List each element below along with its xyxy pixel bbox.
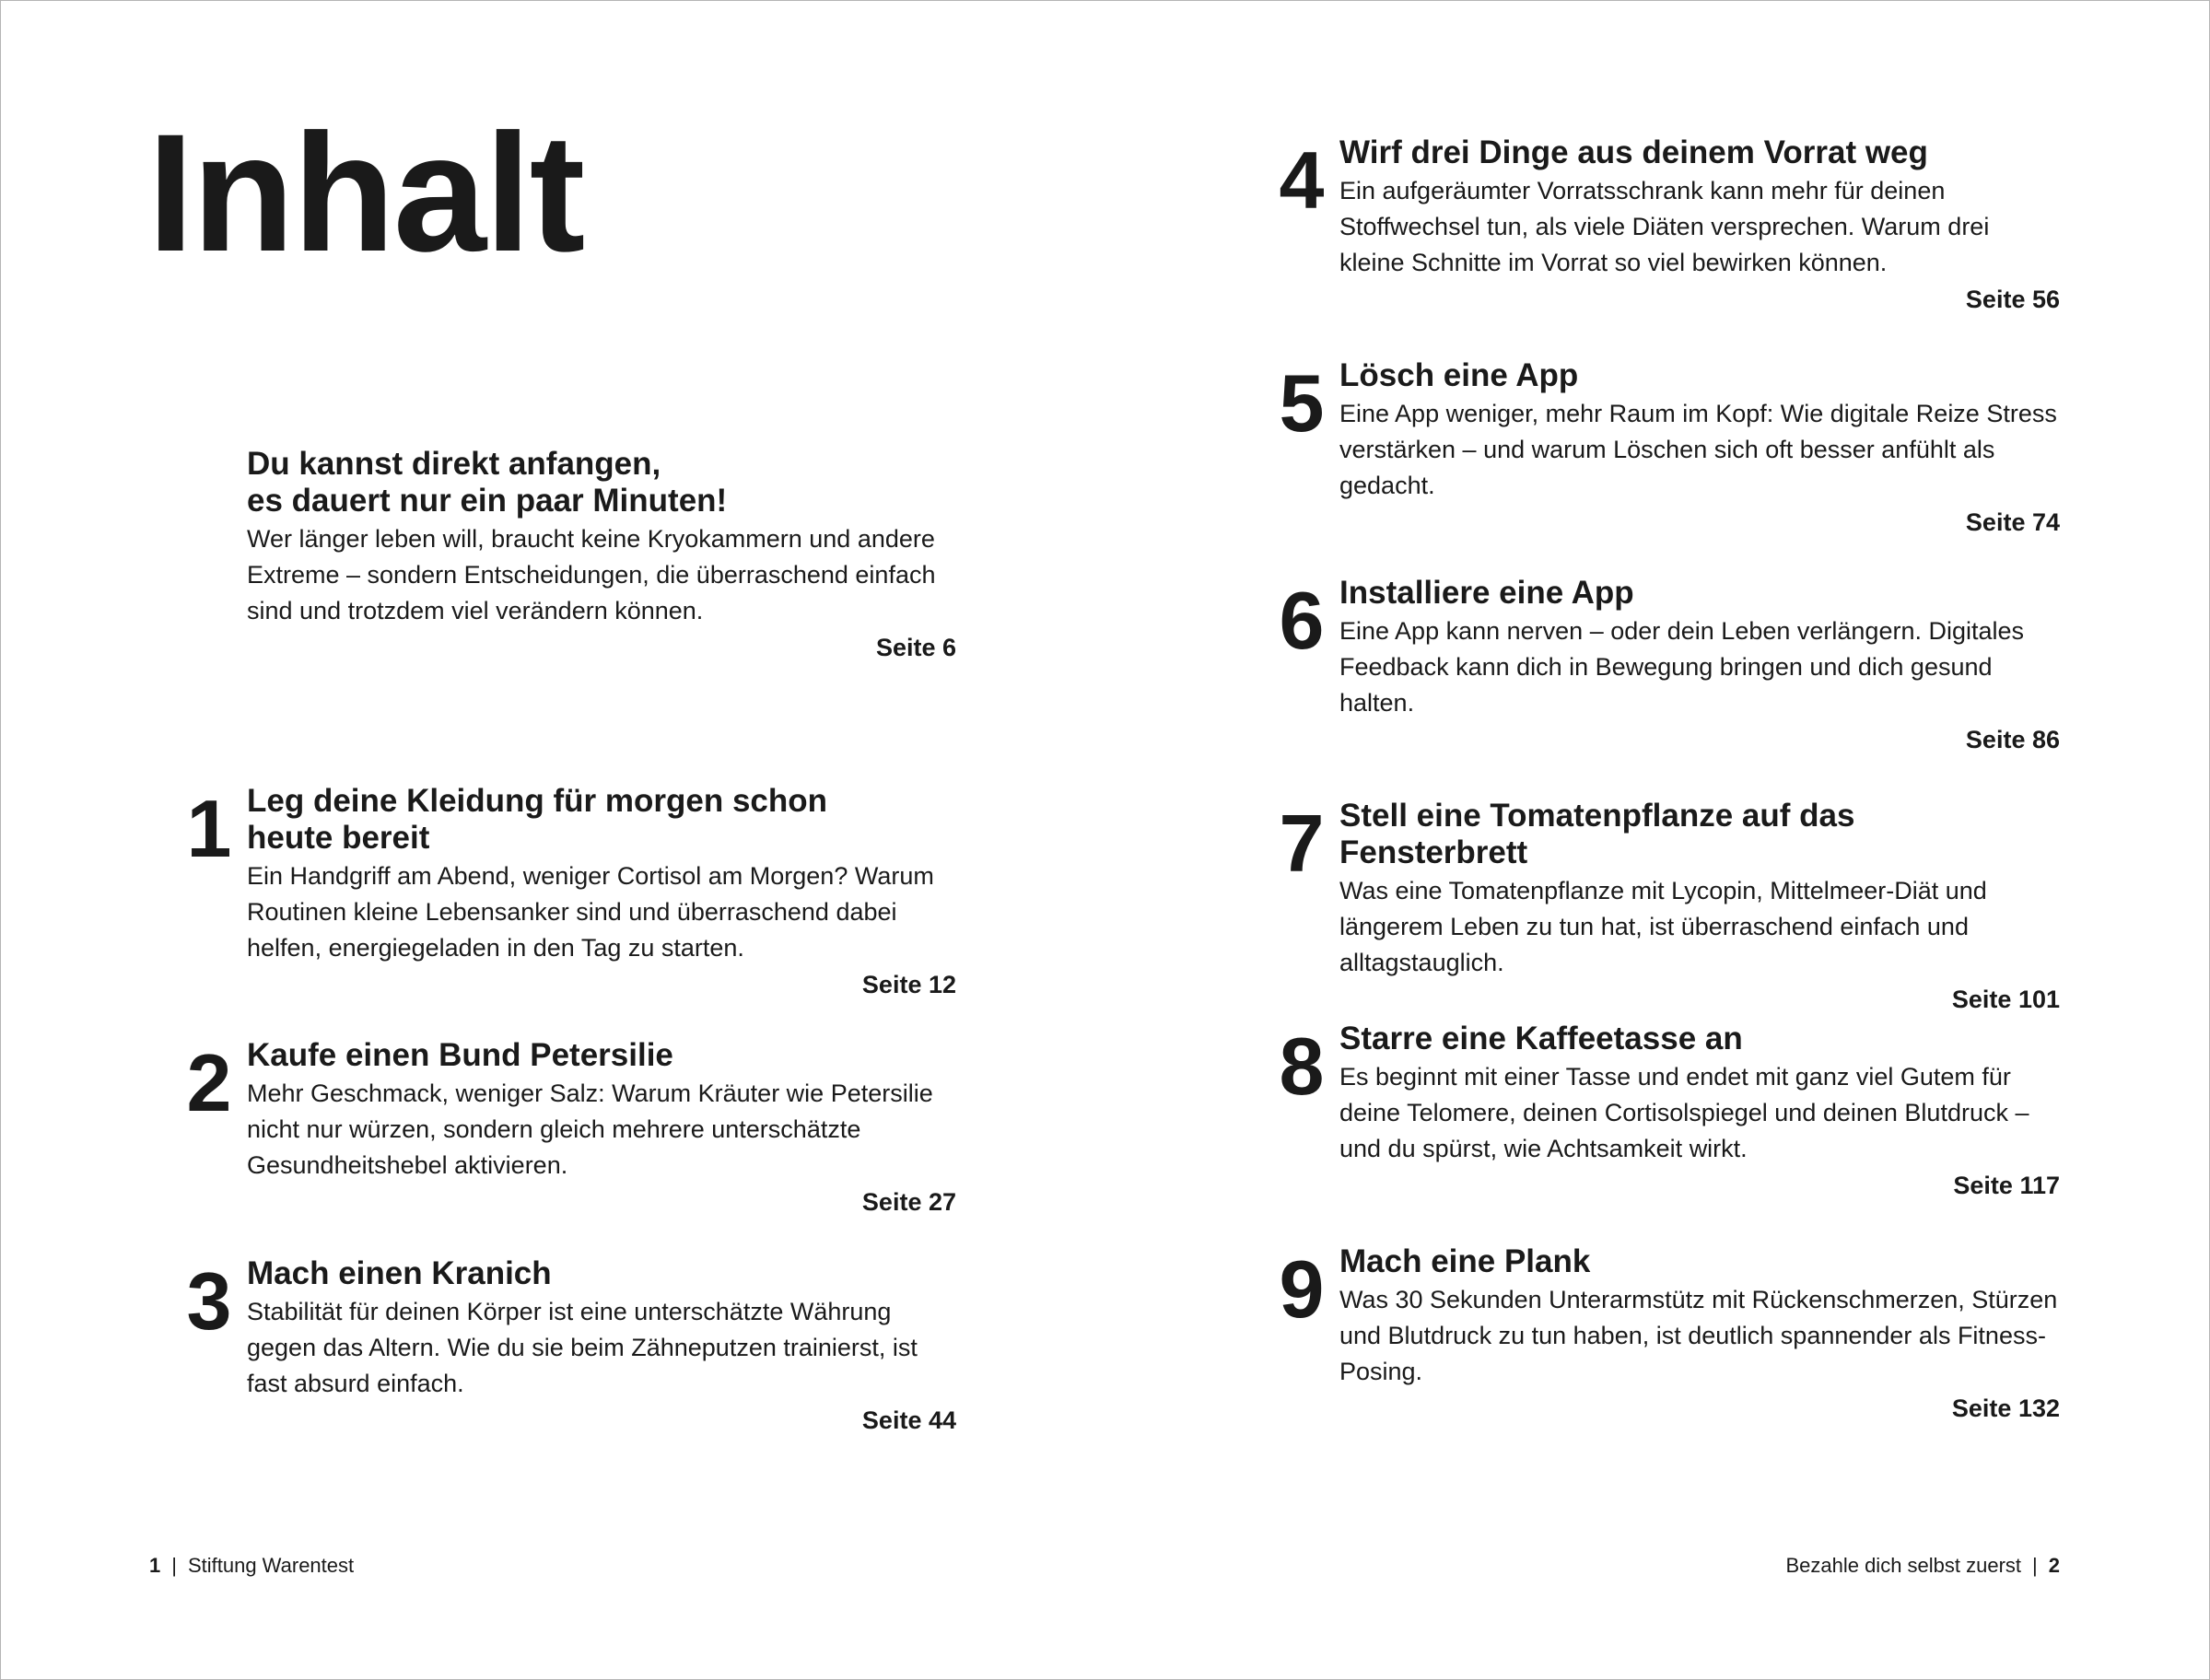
- chapter-number: 7: [1279, 798, 1325, 889]
- chapter-page: Seite 86: [1965, 726, 2060, 753]
- footer-left: [149, 1553, 354, 1579]
- chapter-number: 3: [186, 1255, 232, 1347]
- chapter-description: Ein aufgeräumter Vorratsschrank kann mehr für deinen Stoffwechsel tun, als viele Diäten versprechen. Warum drei kleine Schnitte im Vorrat so viel bewirken können.: [1339, 177, 1990, 276]
- footer-publisher: Stiftung Warentest: [187, 1554, 355, 1577]
- chapter-number: 1: [186, 783, 232, 874]
- chapter-page: Seite 12: [861, 971, 956, 998]
- toc-entry-9[interactable]: [1269, 1243, 2060, 1427]
- chapter-title: Mach eine Plank: [1339, 1243, 1591, 1279]
- chapter-description: Eine App weniger, mehr Raum im Kopf: Wie digitale Reize Stress verstärken – und warum Löschen sich oft besser anfühlt als gedacht.: [1339, 400, 2057, 499]
- toc-entry-1[interactable]: [177, 783, 956, 1003]
- chapter-description: Stabilität für deinen Körper ist eine unterschätzte Währung gegen das Altern. Wie du sie beim Zähneputzen trainierst, ist fast absurd einfach.: [247, 1298, 918, 1397]
- footer-right: [1785, 1553, 2060, 1579]
- page-title: Inhalt: [147, 99, 584, 286]
- chapter-description: Was 30 Sekunden Unterarmstütz mit Rückenschmerzen, Stürzen und Blutdruck zu tun haben, ist deutlich spannender als Fitness-Posing.: [1339, 1286, 2058, 1385]
- chapter-number: 4: [1279, 134, 1325, 226]
- chapter-title: Wirf drei Dinge aus deinem Vorrat weg: [1339, 134, 1928, 170]
- chapter-title: Installiere eine App: [1339, 575, 1634, 611]
- footer-separator: |: [171, 1554, 177, 1577]
- chapter-description: Ein Handgriff am Abend, weniger Cortisol am Morgen? Warum Routinen kleine Lebensanker sind und überraschend dabei helfen, energiegeladen in den Tag zu starten.: [247, 862, 934, 962]
- chapter-page: Seite 117: [1953, 1172, 2060, 1199]
- chapter-title: Lösch eine App: [1339, 357, 1579, 393]
- chapter-description: Was eine Tomatenpflanze mit Lycopin, Mittelmeer-Diät und längerem Leben zu tun hat, ist überraschend einfach und alltagstauglich.: [1339, 877, 1987, 976]
- toc-intro-page: Seite 6: [875, 634, 956, 661]
- toc-entry-6[interactable]: [1269, 575, 2060, 758]
- chapter-page: Seite 101: [1951, 986, 2060, 1013]
- chapter-number: 8: [1279, 1021, 1325, 1112]
- toc-entry-2[interactable]: [177, 1037, 956, 1220]
- toc-intro-description: Wer länger leben will, braucht keine Kryokammern und andere Extreme – sondern Entscheidungen, die überraschend einfach sind und trotzdem viel verändern können.: [247, 525, 936, 624]
- chapter-description: Mehr Geschmack, weniger Salz: Warum Kräuter wie Petersilie nicht nur würzen, sondern gleich mehrere unterschätzte Gesundheitshebel aktivieren.: [247, 1079, 933, 1179]
- chapter-page: Seite 44: [861, 1406, 956, 1434]
- footer-page-number-right: 2: [2048, 1554, 2060, 1577]
- chapter-number: 9: [1279, 1243, 1325, 1335]
- toc-entry-4[interactable]: [1269, 134, 2060, 318]
- chapter-page: Seite 56: [1965, 286, 2060, 313]
- toc-entry-3[interactable]: [177, 1255, 956, 1439]
- chapter-number: 2: [186, 1037, 232, 1128]
- chapter-title: Leg deine Kleidung für morgen schon heute bereit: [247, 783, 828, 856]
- chapter-description: Es beginnt mit einer Tasse und endet mit ganz viel Gutem für deine Telomere, deinen Cortisolspiegel und deinen Blutdruck – und du spürst, wie Achtsamkeit wirkt.: [1339, 1063, 2029, 1162]
- footer-separator: |: [2032, 1554, 2038, 1577]
- footer-page-number-left: 1: [149, 1554, 161, 1577]
- chapter-description: Eine App kann nerven – oder dein Leben verlängern. Digitales Feedback kann dich in Bewegung bringen und dich gesund halten.: [1339, 617, 2025, 717]
- chapter-title: Mach einen Kranich: [247, 1255, 552, 1291]
- toc-intro[interactable]: [247, 446, 956, 666]
- toc-entry-5[interactable]: [1269, 357, 2060, 541]
- chapter-title: Starre eine Kaffeetasse an: [1339, 1021, 1743, 1056]
- chapter-number: 6: [1279, 575, 1325, 666]
- chapter-title: Stell eine Tomatenpflanze auf das Fensterbrett: [1339, 798, 1855, 870]
- chapter-page: Seite 132: [1951, 1394, 2060, 1422]
- footer-book-title: Bezahle dich selbst zuerst: [1785, 1554, 2022, 1577]
- chapter-page: Seite 74: [1965, 508, 2060, 536]
- toc-intro-title: Du kannst direkt anfangen, es dauert nur ein paar Minuten!: [247, 446, 728, 519]
- toc-entry-8[interactable]: [1269, 1021, 2060, 1204]
- chapter-page: Seite 27: [861, 1188, 956, 1216]
- toc-entry-7[interactable]: [1269, 798, 2060, 1018]
- chapter-title: Kaufe einen Bund Petersilie: [247, 1037, 673, 1073]
- chapter-number: 5: [1279, 357, 1325, 449]
